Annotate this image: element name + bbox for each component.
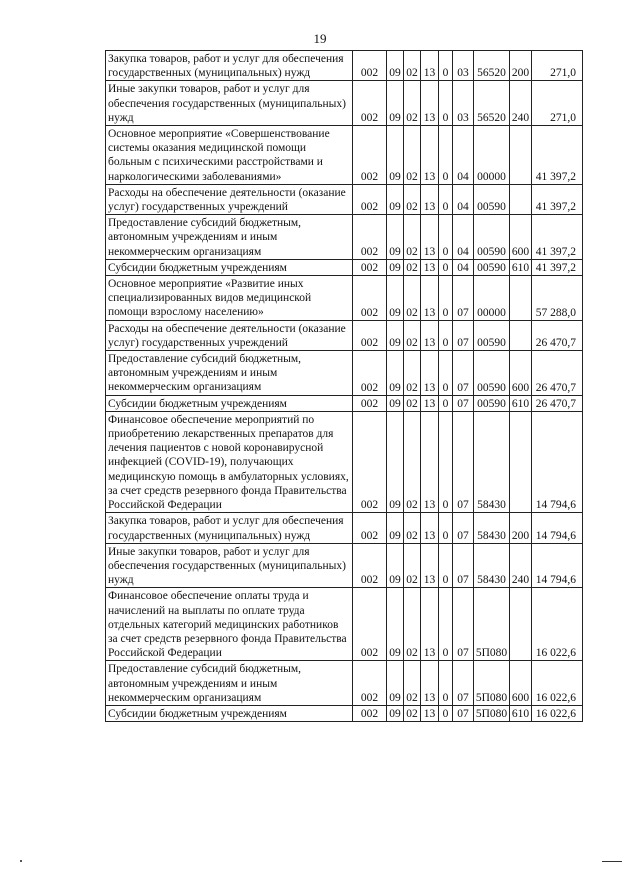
subsection-code: 02 (404, 351, 421, 396)
direction-code: 00000 (474, 276, 510, 321)
row-sum: 271,0 (532, 51, 583, 81)
ministry-code: 002 (353, 513, 387, 543)
expense-type-code: 600 (510, 351, 532, 396)
subprogram-code: 0 (439, 395, 453, 411)
ministry-code: 002 (353, 395, 387, 411)
program-code: 13 (421, 126, 439, 185)
program-code: 13 (421, 351, 439, 396)
subsection-code: 02 (404, 411, 421, 512)
table-row (106, 126, 583, 185)
table-row (106, 259, 583, 275)
row-sum: 14 794,6 (532, 411, 583, 512)
ministry-code: 002 (353, 81, 387, 126)
subprogram-code: 0 (439, 126, 453, 185)
ministry-code: 002 (353, 661, 387, 706)
direction-code: 56520 (474, 51, 510, 81)
ministry-code: 002 (353, 259, 387, 275)
direction-code: 56520 (474, 81, 510, 126)
row-sum: 271,0 (532, 81, 583, 126)
section-code: 09 (387, 51, 404, 81)
table-row (106, 588, 583, 661)
measure-code: 07 (453, 513, 474, 543)
table-body (106, 51, 583, 722)
section-code: 09 (387, 705, 404, 721)
subsection-code: 02 (404, 513, 421, 543)
program-code: 13 (421, 320, 439, 350)
expense-type-code (510, 126, 532, 185)
measure-code: 07 (453, 588, 474, 661)
measure-code: 07 (453, 276, 474, 321)
measure-code: 03 (453, 81, 474, 126)
row-sum: 41 397,2 (532, 184, 583, 214)
row-sum: 16 022,6 (532, 705, 583, 721)
section-code: 09 (387, 395, 404, 411)
section-code: 09 (387, 215, 404, 260)
program-code: 13 (421, 513, 439, 543)
subprogram-code: 0 (439, 513, 453, 543)
measure-code: 07 (453, 320, 474, 350)
subprogram-code: 0 (439, 705, 453, 721)
row-name: Предоставление субсидий бюджетным, автономным учреждениям и иным некоммерческим организациям (106, 215, 353, 260)
direction-code: 00000 (474, 126, 510, 185)
direction-code: 58430 (474, 411, 510, 512)
row-name: Финансовое обеспечение мероприятий по приобретению лекарственных препаратов для лечения пациентов с новой коронавирусной инфекцией (COVID-19), получающих медицинскую помощь в амбулаторных условиях, за счет средств резервного фонда Правительства Российской Федерации (106, 411, 353, 512)
row-sum: 14 794,6 (532, 513, 583, 543)
row-sum: 26 470,7 (532, 320, 583, 350)
section-code: 09 (387, 126, 404, 185)
measure-code: 04 (453, 215, 474, 260)
subsection-code: 02 (404, 259, 421, 275)
section-code: 09 (387, 513, 404, 543)
row-sum: 41 397,2 (532, 126, 583, 185)
ministry-code: 002 (353, 320, 387, 350)
direction-code: 00590 (474, 259, 510, 275)
direction-code: 00590 (474, 351, 510, 396)
subsection-code: 02 (404, 543, 421, 588)
ministry-code: 002 (353, 126, 387, 185)
row-sum: 26 470,7 (532, 351, 583, 396)
row-name: Расходы на обеспечение деятельности (оказание услуг) государственных учреждений (106, 184, 353, 214)
ministry-code: 002 (353, 411, 387, 512)
direction-code: 00590 (474, 320, 510, 350)
program-code: 13 (421, 215, 439, 260)
subsection-code: 02 (404, 395, 421, 411)
section-code: 09 (387, 411, 404, 512)
table-row (106, 215, 583, 260)
subsection-code: 02 (404, 81, 421, 126)
subprogram-code: 0 (439, 215, 453, 260)
direction-code: 5П080 (474, 588, 510, 661)
expense-type-code: 200 (510, 513, 532, 543)
measure-code: 07 (453, 395, 474, 411)
table-row (106, 81, 583, 126)
row-sum: 16 022,6 (532, 661, 583, 706)
table-row (106, 411, 583, 512)
table-row (106, 351, 583, 396)
direction-code: 00590 (474, 184, 510, 214)
subsection-code: 02 (404, 705, 421, 721)
program-code: 13 (421, 51, 439, 81)
table-row (106, 395, 583, 411)
measure-code: 07 (453, 351, 474, 396)
program-code: 13 (421, 588, 439, 661)
expense-type-code: 610 (510, 395, 532, 411)
measure-code: 07 (453, 411, 474, 512)
measure-code: 04 (453, 259, 474, 275)
ministry-code: 002 (353, 184, 387, 214)
scan-dash (602, 861, 622, 862)
subprogram-code: 0 (439, 588, 453, 661)
expense-type-code: 600 (510, 215, 532, 260)
measure-code: 04 (453, 126, 474, 185)
subsection-code: 02 (404, 215, 421, 260)
expense-type-code: 240 (510, 81, 532, 126)
subsection-code: 02 (404, 276, 421, 321)
measure-code: 04 (453, 184, 474, 214)
section-code: 09 (387, 320, 404, 350)
program-code: 13 (421, 81, 439, 126)
row-name: Иные закупки товаров, работ и услуг для обеспечения государственных (муниципальных) нужд (106, 543, 353, 588)
row-name: Субсидии бюджетным учреждениям (106, 395, 353, 411)
row-sum: 57 288,0 (532, 276, 583, 321)
expense-type-code (510, 276, 532, 321)
ministry-code: 002 (353, 351, 387, 396)
row-name: Субсидии бюджетным учреждениям (106, 705, 353, 721)
scan-speck (20, 860, 22, 862)
ministry-code: 002 (353, 543, 387, 588)
measure-code: 07 (453, 543, 474, 588)
table-row (106, 705, 583, 721)
table-row (106, 276, 583, 321)
expense-type-code (510, 184, 532, 214)
program-code: 13 (421, 411, 439, 512)
row-sum: 16 022,6 (532, 588, 583, 661)
section-code: 09 (387, 259, 404, 275)
row-sum: 41 397,2 (532, 259, 583, 275)
measure-code: 07 (453, 705, 474, 721)
section-code: 09 (387, 661, 404, 706)
table-row (106, 513, 583, 543)
program-code: 13 (421, 276, 439, 321)
subsection-code: 02 (404, 51, 421, 81)
subprogram-code: 0 (439, 411, 453, 512)
measure-code: 03 (453, 51, 474, 81)
subprogram-code: 0 (439, 543, 453, 588)
section-code: 09 (387, 276, 404, 321)
row-name: Расходы на обеспечение деятельности (оказание услуг) государственных учреждений (106, 320, 353, 350)
section-code: 09 (387, 184, 404, 214)
row-name: Предоставление субсидий бюджетным, автономным учреждениям и иным некоммерческим организациям (106, 351, 353, 396)
table-row (106, 543, 583, 588)
table-row (106, 320, 583, 350)
subsection-code: 02 (404, 320, 421, 350)
direction-code: 5П080 (474, 661, 510, 706)
table-row (106, 51, 583, 81)
ministry-code: 002 (353, 705, 387, 721)
expense-type-code: 600 (510, 661, 532, 706)
table-row (106, 184, 583, 214)
subsection-code: 02 (404, 126, 421, 185)
expense-type-code: 200 (510, 51, 532, 81)
row-sum: 26 470,7 (532, 395, 583, 411)
program-code: 13 (421, 705, 439, 721)
program-code: 13 (421, 184, 439, 214)
subsection-code: 02 (404, 661, 421, 706)
row-name: Финансовое обеспечение оплаты труда и начислений на выплаты по оплате труда отдельных категорий медицинских работников за счет средств резервного фонда Правительства Российской Федерации (106, 588, 353, 661)
row-sum: 41 397,2 (532, 215, 583, 260)
section-code: 09 (387, 351, 404, 396)
ministry-code: 002 (353, 215, 387, 260)
table-row (106, 661, 583, 706)
direction-code: 58430 (474, 543, 510, 588)
subprogram-code: 0 (439, 51, 453, 81)
ministry-code: 002 (353, 51, 387, 81)
subprogram-code: 0 (439, 351, 453, 396)
program-code: 13 (421, 661, 439, 706)
section-code: 09 (387, 588, 404, 661)
expense-type-code (510, 588, 532, 661)
section-code: 09 (387, 543, 404, 588)
ministry-code: 002 (353, 588, 387, 661)
row-name: Предоставление субсидий бюджетным, автономным учреждениям и иным некоммерческим организациям (106, 661, 353, 706)
row-name: Закупка товаров, работ и услуг для обеспечения государственных (муниципальных) нужд (106, 513, 353, 543)
direction-code: 58430 (474, 513, 510, 543)
page-number: 19 (313, 31, 327, 46)
subsection-code: 02 (404, 184, 421, 214)
expense-type-code: 240 (510, 543, 532, 588)
subprogram-code: 0 (439, 184, 453, 214)
measure-code: 07 (453, 661, 474, 706)
row-name: Иные закупки товаров, работ и услуг для обеспечения государственных (муниципальных) нужд (106, 81, 353, 126)
direction-code: 5П080 (474, 705, 510, 721)
row-name: Основное мероприятие «Совершенствование системы оказания медицинской помощи больным с психическими расстройствами и наркологическими заболеваниями» (106, 126, 353, 185)
subsection-code: 02 (404, 588, 421, 661)
subprogram-code: 0 (439, 661, 453, 706)
program-code: 13 (421, 259, 439, 275)
subprogram-code: 0 (439, 259, 453, 275)
row-sum: 14 794,6 (532, 543, 583, 588)
section-code: 09 (387, 81, 404, 126)
ministry-code: 002 (353, 276, 387, 321)
expense-type-code (510, 320, 532, 350)
direction-code: 00590 (474, 215, 510, 260)
subprogram-code: 0 (439, 320, 453, 350)
expense-type-code: 610 (510, 705, 532, 721)
row-name: Субсидии бюджетным учреждениям (106, 259, 353, 275)
program-code: 13 (421, 395, 439, 411)
subprogram-code: 0 (439, 276, 453, 321)
direction-code: 00590 (474, 395, 510, 411)
expense-type-code (510, 411, 532, 512)
budget-table (105, 50, 583, 722)
row-name: Основное мероприятие «Развитие иных специализированных видов медицинской помощи взрослому населению» (106, 276, 353, 321)
subprogram-code: 0 (439, 81, 453, 126)
program-code: 13 (421, 543, 439, 588)
expense-type-code: 610 (510, 259, 532, 275)
row-name: Закупка товаров, работ и услуг для обеспечения государственных (муниципальных) нужд (106, 51, 353, 81)
